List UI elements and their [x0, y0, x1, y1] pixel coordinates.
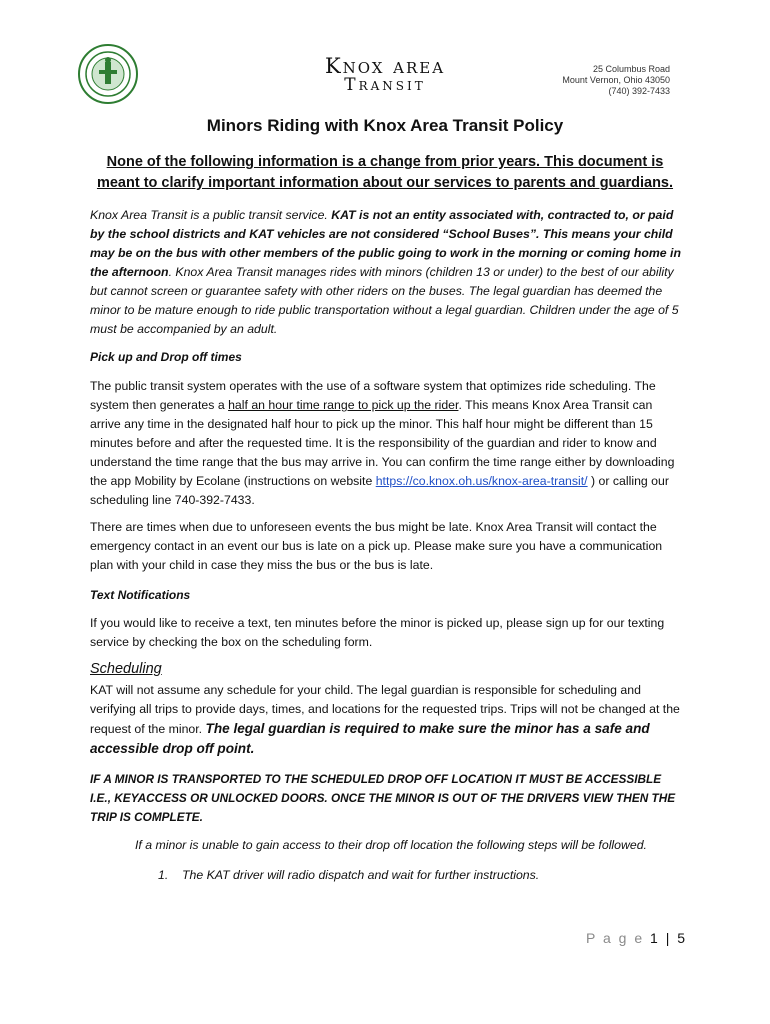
- scheduling-p1: KAT will not assume any schedule for your child. The legal guardian is responsible for scheduling and verifying all trips to provide days, times, and locations for the requested trips. Trips will not be changed at the request of the minor.: [90, 683, 680, 736]
- page-title: Minors Riding with Knox Area Transit Policy: [206, 116, 564, 135]
- list-item: [158, 866, 658, 885]
- address-phone: (740) 392-7433: [608, 86, 670, 96]
- kat-logo: [300, 56, 470, 96]
- logo-line-2: Transit: [344, 75, 426, 95]
- page-subtitle: None of the following information is a change from prior years. This document is meant to clarify important information about our services to parents and guardians.: [96, 154, 674, 191]
- page-number: 1 | 5: [650, 930, 688, 946]
- pickup-p1-underline: half an hour time range to pick up the rider: [228, 398, 459, 412]
- pickup-paragraph-2: There are times when due to unforeseen events the bus might be late. Knox Area Transit will contact the emergency contact in an event our bus is late on a pick up. Please make sure you have a communication plan with your child in case they miss the bus or the bus is late.: [90, 520, 663, 572]
- pickup-p1-c: ) or calling our scheduling line 740-392-7433.: [90, 474, 669, 507]
- page-label: P a g e: [586, 930, 651, 946]
- intro-part-2: KAT is not an entity associated with, contracted to, or paid by the school districts and KAT vehicles are not considered “School Buses”. This means your child may be on the bus with other members of the public going to work in the morning or coming home in the afternoon: [90, 208, 681, 279]
- scheduling-paragraph: [90, 681, 682, 759]
- address-city: Mount Vernon, Ohio 43050: [562, 75, 670, 85]
- intro-part-3: . Knox Area Transit manages rides with minors (children 13 or under) to the best of our ability but cannot screen or guarantee safety with other riders on the buses. The legal guardian has deemed the minor to be mature enough to ride public transportation without a legal guardian. Children under the age of 5 must be accompanied by an adult.: [90, 265, 679, 336]
- steps-intro: If a minor is unable to gain access to their drop off location the following steps will be followed.: [135, 838, 647, 852]
- intro-part-1: Knox Area Transit is a public transit service.: [90, 208, 332, 222]
- intro-paragraph: [90, 206, 682, 339]
- scheduling-emphasis: The legal guardian is required to make sure the minor has a safe and accessible drop off point.: [90, 721, 650, 756]
- scheduling-caps-notice: IF A MINOR IS TRANSPORTED TO THE SCHEDULED DROP OFF LOCATION IT MUST BE ACCESSIBLE I.E., KEYACCESS OR UNLOCKED DOORS. ONCE THE MINOR IS OUT OF THE DRIVERS VIEW THEN THE TRIP IS COMPLETE.: [90, 772, 676, 824]
- list-item-text: The KAT driver will radio dispatch and wait for further instructions.: [182, 868, 540, 882]
- county-seal-logo: [78, 44, 138, 104]
- pickup-paragraph-1: [90, 377, 682, 510]
- scheduling-heading: Scheduling: [90, 661, 162, 677]
- address-block: [560, 64, 670, 97]
- page-footer: [586, 930, 687, 946]
- pickup-heading: Pick up and Drop off times: [90, 350, 242, 364]
- kat-website-link[interactable]: https://co.knox.oh.us/knox-area-transit/: [375, 474, 588, 488]
- address-street: 25 Columbus Road: [592, 64, 670, 74]
- pickup-p1-b: . This means Knox Area Transit can arrive any time in the designated half hour to pick up the minor. This half hour might be different than 15 minutes before and after the requested time. It is the responsibility of the guardian and rider to know and understand the time range that the bus may arrive in. You can confirm the time range either by downloading the app Mobility by Ecolane (instructions on website: [90, 398, 675, 488]
- list-item-number: 1.: [158, 868, 169, 882]
- pickup-p1-a: The public transit system operates with the use of a software system that optimizes ride scheduling. The system then generates a: [90, 379, 656, 412]
- notifications-heading: Text Notifications: [90, 588, 191, 602]
- notifications-paragraph: If you would like to receive a text, ten minutes before the minor is picked up, please sign up for our texting service by checking the box on the scheduling form.: [90, 616, 665, 649]
- logo-line-1: Knox area: [324, 54, 446, 78]
